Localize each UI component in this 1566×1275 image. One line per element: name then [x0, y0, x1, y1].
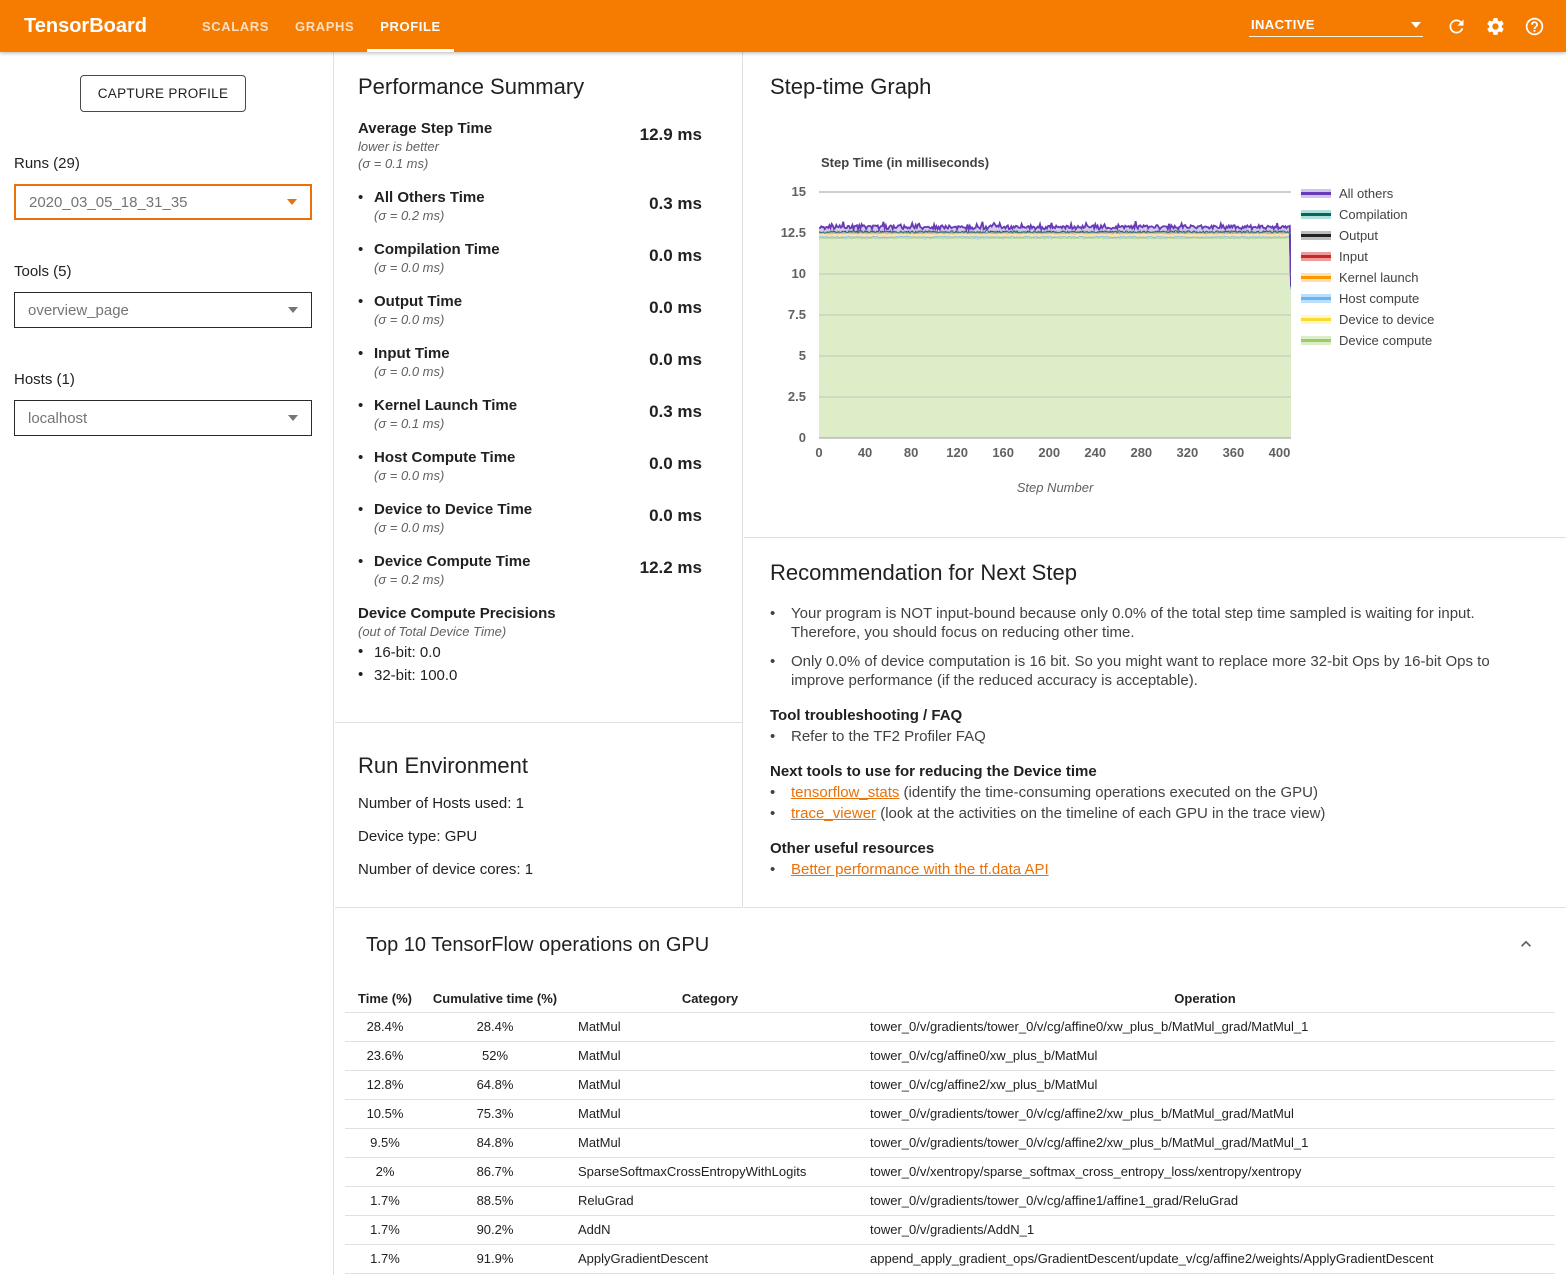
bullet-icon: •	[770, 653, 776, 670]
precision-item	[358, 666, 702, 685]
x-tick-label: 160	[992, 445, 1015, 460]
recommendation-item-text	[791, 860, 1049, 879]
legend-swatch-icon	[1301, 231, 1331, 240]
table-cell: 52%	[425, 1041, 565, 1070]
table-cell: ApplyGradientDescent	[565, 1244, 855, 1273]
metric-label: Input Time	[374, 345, 450, 362]
table-cell: MatMul	[565, 1128, 855, 1157]
chevron-down-icon	[287, 199, 297, 205]
plain-text: Refer to the TF2 Profiler FAQ	[791, 728, 986, 745]
metric-label-block	[358, 553, 530, 588]
metric-label: Device Compute Time	[374, 553, 531, 570]
select-value: localhost	[28, 409, 88, 427]
sidebar-group-label: Hosts (1)	[14, 371, 75, 388]
y-tick-label: 7.5	[787, 307, 806, 322]
legend-label: All others	[1339, 186, 1394, 201]
run-env-line: Device type: GPU	[358, 828, 478, 845]
metric-row	[358, 553, 702, 588]
sidebar	[0, 52, 334, 1275]
gear-icon[interactable]	[1476, 7, 1515, 46]
select-tools[interactable]	[14, 292, 312, 328]
table-cell: 1.7%	[345, 1186, 425, 1215]
table-cell: 23.6%	[345, 1041, 425, 1070]
table-cell: ReluGrad	[565, 1186, 855, 1215]
metric-value: 0.0 ms	[649, 506, 702, 525]
table-cell: 28.4%	[345, 1012, 425, 1041]
legend-label: Device to device	[1339, 312, 1435, 327]
recommendation-item-text	[791, 783, 1318, 802]
legend-item	[1301, 204, 1434, 225]
metric-texts	[374, 241, 500, 276]
table-row	[345, 1099, 1555, 1128]
step-time-graph-panel	[744, 52, 1566, 538]
legend-label: Output	[1339, 228, 1379, 243]
legend-item	[1301, 288, 1434, 309]
legend-item	[1301, 309, 1434, 330]
recommendation-text: Your program is NOT input-bound because only 0.0% of the total step time sampled is waiting for input. Therefore, you should focus on reducing other time.	[791, 605, 1475, 641]
performance-summary-panel	[335, 52, 743, 723]
metric-value: 0.0 ms	[649, 298, 702, 317]
recommendation-text: Only 0.0% of device computation is 16 bit. So you might want to replace more 32-bit Ops by 16-bit Ops to improve performance (if the reduced accuracy is acceptable).	[791, 653, 1490, 689]
select-value: 2020_03_05_18_31_35	[29, 193, 188, 211]
run-env-line: Number of Hosts used: 1	[358, 795, 524, 812]
metric-label-block	[358, 189, 485, 224]
tab-scalars[interactable]: SCALARS	[202, 18, 270, 34]
y-tick-label: 0	[798, 430, 806, 445]
table-cell: SparseSoftmaxCrossEntropyWithLogits	[565, 1157, 855, 1186]
table-cell: 84.8%	[425, 1128, 565, 1157]
table-cell: 90.2%	[425, 1215, 565, 1244]
bullet-icon: •	[358, 643, 364, 660]
legend-label: Device compute	[1339, 333, 1433, 348]
recommendation-item	[770, 804, 1532, 823]
table-cell: 1.7%	[345, 1244, 425, 1273]
recommendation-heading: Next tools to use for reducing the Device time	[770, 763, 1097, 780]
sidebar-group-label: Runs (29)	[14, 155, 80, 172]
bullet-icon: •	[358, 345, 364, 362]
bullet-icon: •	[770, 805, 776, 822]
recommendation-group-list	[770, 783, 1566, 823]
bullet-icon: •	[358, 666, 364, 683]
metric-label-block	[358, 345, 450, 380]
metric-sigma: (σ = 0.1 ms)	[358, 156, 429, 171]
precision-text: 16-bit: 0.0	[374, 644, 441, 661]
column-header: Cumulative time (%)	[425, 986, 565, 1012]
table-row	[345, 1128, 1555, 1157]
chevron-down-icon	[288, 415, 298, 421]
table-cell: append_apply_gradient_ops/GradientDescent/update_v/cg/affine2/weights/ApplyGradientDescent	[855, 1244, 1555, 1273]
chart-title: Step Time (in milliseconds)	[821, 155, 990, 170]
recommendation-item	[770, 727, 1532, 746]
bullet-icon: •	[358, 397, 364, 414]
metric-label: Compilation Time	[374, 241, 500, 258]
metric-sigma: (σ = 0.0 ms)	[374, 520, 445, 535]
recommendation-bullet	[770, 652, 1532, 690]
metric-value: 0.3 ms	[649, 402, 702, 421]
table-cell: 12.8%	[345, 1070, 425, 1099]
metric-label-block	[358, 449, 515, 484]
bullet-icon: •	[770, 784, 776, 801]
refresh-icon[interactable]	[1437, 7, 1476, 46]
table-cell: tower_0/v/xentropy/sparse_softmax_cross_entropy_loss/xentropy/xentropy	[855, 1157, 1555, 1186]
x-tick-label: 200	[1038, 445, 1061, 460]
header-actions	[1249, 0, 1554, 52]
top-ops-table	[345, 986, 1555, 1274]
table-cell: 1.7%	[345, 1215, 425, 1244]
metric-label: Kernel Launch Time	[374, 397, 518, 414]
bullet-icon: •	[358, 293, 364, 310]
legend-swatch-icon	[1301, 336, 1331, 345]
recommendation-heading: Other useful resources	[770, 840, 935, 857]
metric-texts	[374, 189, 485, 224]
metric-value: 12.9 ms	[639, 125, 702, 144]
y-tick-label: 5	[798, 348, 806, 363]
recommendation-item	[770, 783, 1532, 802]
table-row	[345, 1070, 1555, 1099]
recommendation-heading: Tool troubleshooting / FAQ	[770, 707, 963, 724]
bullet-icon: •	[358, 501, 364, 518]
bullet-icon: •	[358, 241, 364, 258]
chevron-down-icon	[288, 307, 298, 313]
column-header: Time (%)	[345, 986, 425, 1012]
sidebar-group-label: Tools (5)	[14, 263, 72, 280]
legend-swatch-icon	[1301, 294, 1331, 303]
bullet-icon: •	[358, 189, 364, 206]
table-cell: tower_0/v/gradients/AddN_1	[855, 1215, 1555, 1244]
select-runs[interactable]	[14, 184, 312, 220]
x-tick-label: 80	[903, 445, 919, 460]
main-content	[335, 52, 1566, 1275]
metric-label-block	[358, 293, 462, 328]
status-select[interactable]	[1249, 15, 1423, 37]
bullet-icon: •	[358, 553, 364, 570]
metric-sigma: (σ = 0.1 ms)	[374, 416, 445, 431]
table-cell: 64.8%	[425, 1070, 565, 1099]
run-environment-title: Run Environment	[358, 753, 528, 778]
legend-label: Input	[1339, 249, 1368, 264]
metric-sigma: (σ = 0.0 ms)	[374, 260, 445, 275]
precision-text: 32-bit: 100.0	[374, 667, 458, 684]
column-header: Category	[565, 986, 855, 1012]
table-cell: tower_0/v/cg/affine0/xw_plus_b/MatMul	[855, 1041, 1555, 1070]
table-cell: 88.5%	[425, 1186, 565, 1215]
metric-sigma: (σ = 0.0 ms)	[374, 468, 445, 483]
link[interactable]: Better performance with the tf.data API	[791, 861, 1049, 878]
metric-value: 0.3 ms	[649, 194, 702, 213]
chart-legend	[1301, 183, 1434, 351]
performance-summary-title: Performance Summary	[358, 74, 585, 99]
bullet-icon: •	[770, 728, 776, 745]
y-tick-label: 12.5	[780, 225, 806, 240]
plain-text: (identify the time-consuming operations executed on the GPU)	[899, 784, 1318, 801]
x-tick-label: 320	[1176, 445, 1199, 460]
recommendation-item-text	[791, 727, 986, 746]
x-axis-label: Step Number	[1016, 480, 1094, 495]
plain-text: (look at the activities on the timeline of each GPU in the trace view)	[876, 805, 1326, 822]
run-env-line: Number of device cores: 1	[358, 861, 534, 878]
legend-swatch-icon	[1301, 210, 1331, 219]
legend-label: Kernel launch	[1339, 270, 1419, 285]
select-hosts[interactable]	[14, 400, 312, 436]
device-compute-precisions	[358, 605, 702, 685]
metric-row	[358, 449, 702, 484]
app-header	[0, 0, 1566, 52]
table-cell: tower_0/v/gradients/tower_0/v/cg/affine1/affine1_grad/ReluGrad	[855, 1186, 1555, 1215]
metric-sigma: (σ = 0.0 ms)	[374, 364, 445, 379]
table-cell: tower_0/v/cg/affine2/xw_plus_b/MatMul	[855, 1070, 1555, 1099]
metric-value: 12.2 ms	[639, 558, 702, 577]
step-time-chart	[819, 177, 1291, 439]
x-tick-label: 240	[1084, 445, 1107, 460]
capture-profile-button[interactable]: CAPTURE PROFILE	[80, 75, 246, 112]
metric-label: Average Step Time	[358, 120, 493, 137]
metric-label: Host Compute Time	[374, 449, 516, 466]
y-tick-label: 10	[791, 266, 806, 281]
metric-row	[358, 241, 702, 276]
metric-texts	[374, 397, 517, 432]
table-cell: 28.4%	[425, 1012, 565, 1041]
precisions-note: (out of Total Device Time)	[358, 624, 507, 639]
tab-bar	[189, 0, 454, 52]
metric-sigma: (σ = 0.2 ms)	[374, 208, 445, 223]
recommendation-item	[770, 860, 1532, 879]
table-row	[345, 1186, 1555, 1215]
table-cell: 75.3%	[425, 1099, 565, 1128]
table-cell: MatMul	[565, 1041, 855, 1070]
x-tick-label: 0	[815, 445, 823, 460]
legend-item	[1301, 330, 1434, 351]
x-tick-label: 120	[946, 445, 968, 460]
recommendation-item-text	[791, 804, 1325, 823]
x-tick-label: 360	[1222, 445, 1245, 460]
table-cell: MatMul	[565, 1099, 855, 1128]
table-cell: 2%	[345, 1157, 425, 1186]
table-cell: MatMul	[565, 1012, 855, 1041]
metric-label-block	[358, 241, 500, 276]
link[interactable]: tensorflow_stats	[791, 784, 900, 801]
recommendation-panel	[744, 538, 1566, 908]
metric-row	[358, 189, 702, 224]
y-tick-label: 2.5	[787, 389, 806, 404]
status-select-value: INACTIVE	[1251, 17, 1315, 32]
table-cell: 91.9%	[425, 1244, 565, 1273]
table-row	[345, 1215, 1555, 1244]
metric-texts	[358, 120, 492, 172]
metric-texts	[374, 345, 450, 380]
top-ops-title: Top 10 TensorFlow operations on GPU	[366, 934, 710, 956]
metric-texts	[374, 501, 532, 536]
y-tick-label: 15	[791, 184, 806, 199]
metric-row	[358, 120, 702, 172]
legend-item	[1301, 267, 1434, 288]
app-title: TensorBoard	[24, 14, 147, 37]
metric-note: lower is better	[358, 139, 439, 154]
tab-profile[interactable]: PROFILE	[367, 0, 454, 52]
bullet-icon: •	[770, 861, 776, 878]
metric-row	[358, 293, 702, 328]
legend-item	[1301, 225, 1434, 246]
metric-value: 0.0 ms	[649, 350, 702, 369]
table-cell: 86.7%	[425, 1157, 565, 1186]
table-cell: tower_0/v/gradients/tower_0/v/cg/affine2/xw_plus_b/MatMul_grad/MatMul	[855, 1099, 1555, 1128]
metric-texts	[374, 293, 462, 328]
chevron-down-icon	[1411, 22, 1421, 28]
table-cell: 9.5%	[345, 1128, 425, 1157]
table-cell: tower_0/v/gradients/tower_0/v/cg/affine0/xw_plus_b/MatMul_grad/MatMul_1	[855, 1012, 1555, 1041]
legend-swatch-icon	[1301, 273, 1331, 282]
metric-sigma: (σ = 0.0 ms)	[374, 312, 445, 327]
collapse-up-icon[interactable]	[1514, 932, 1538, 956]
metric-row	[358, 501, 702, 536]
metric-label: All Others Time	[374, 189, 485, 206]
table-row	[345, 1012, 1555, 1041]
help-icon[interactable]	[1515, 7, 1554, 46]
legend-swatch-icon	[1301, 315, 1331, 324]
precisions-title: Device Compute Precisions	[358, 605, 556, 622]
bullet-icon: •	[770, 605, 776, 622]
x-tick-label: 400	[1268, 445, 1291, 460]
legend-swatch-icon	[1301, 189, 1331, 198]
step-time-graph-title: Step-time Graph	[770, 74, 932, 99]
metric-label-block	[358, 501, 532, 536]
metric-texts	[374, 553, 530, 588]
metric-label-block	[358, 397, 517, 432]
metric-label: Device to Device Time	[374, 501, 533, 518]
table-cell: 10.5%	[345, 1099, 425, 1128]
legend-label: Host compute	[1339, 291, 1420, 306]
run-environment-panel	[335, 723, 743, 908]
column-header: Operation	[855, 986, 1555, 1012]
link[interactable]: trace_viewer	[791, 805, 877, 822]
bullet-icon: •	[358, 449, 364, 466]
table-cell: tower_0/v/gradients/tower_0/v/cg/affine2/xw_plus_b/MatMul_grad/MatMul_1	[855, 1128, 1555, 1157]
precision-item	[358, 643, 702, 662]
table-cell: AddN	[565, 1215, 855, 1244]
select-value: overview_page	[28, 301, 129, 319]
table-cell: MatMul	[565, 1070, 855, 1099]
metric-texts	[374, 449, 515, 484]
top-ops-panel	[335, 908, 1566, 1275]
legend-item	[1301, 246, 1434, 267]
recommendation-bullet	[770, 604, 1532, 642]
legend-label: Compilation	[1339, 207, 1408, 222]
metric-sigma: (σ = 0.2 ms)	[374, 572, 445, 587]
metric-value: 0.0 ms	[649, 246, 702, 265]
metric-row	[358, 345, 702, 380]
tab-graphs[interactable]: GRAPHS	[295, 18, 355, 34]
metric-label: Output Time	[374, 293, 463, 310]
table-row	[345, 1157, 1555, 1186]
legend-swatch-icon	[1301, 252, 1331, 261]
table-row	[345, 1244, 1555, 1273]
metric-label-block	[358, 120, 492, 172]
metric-value: 0.0 ms	[649, 454, 702, 473]
metric-row	[358, 397, 702, 432]
recommendation-title: Recommendation for Next Step	[770, 560, 1077, 585]
legend-item	[1301, 183, 1434, 204]
x-tick-label: 280	[1130, 445, 1153, 460]
recommendation-group-list	[770, 860, 1566, 879]
recommendation-group-list	[770, 727, 1566, 746]
x-tick-label: 40	[857, 445, 873, 460]
metrics-list	[358, 120, 702, 588]
table-row	[345, 1041, 1555, 1070]
